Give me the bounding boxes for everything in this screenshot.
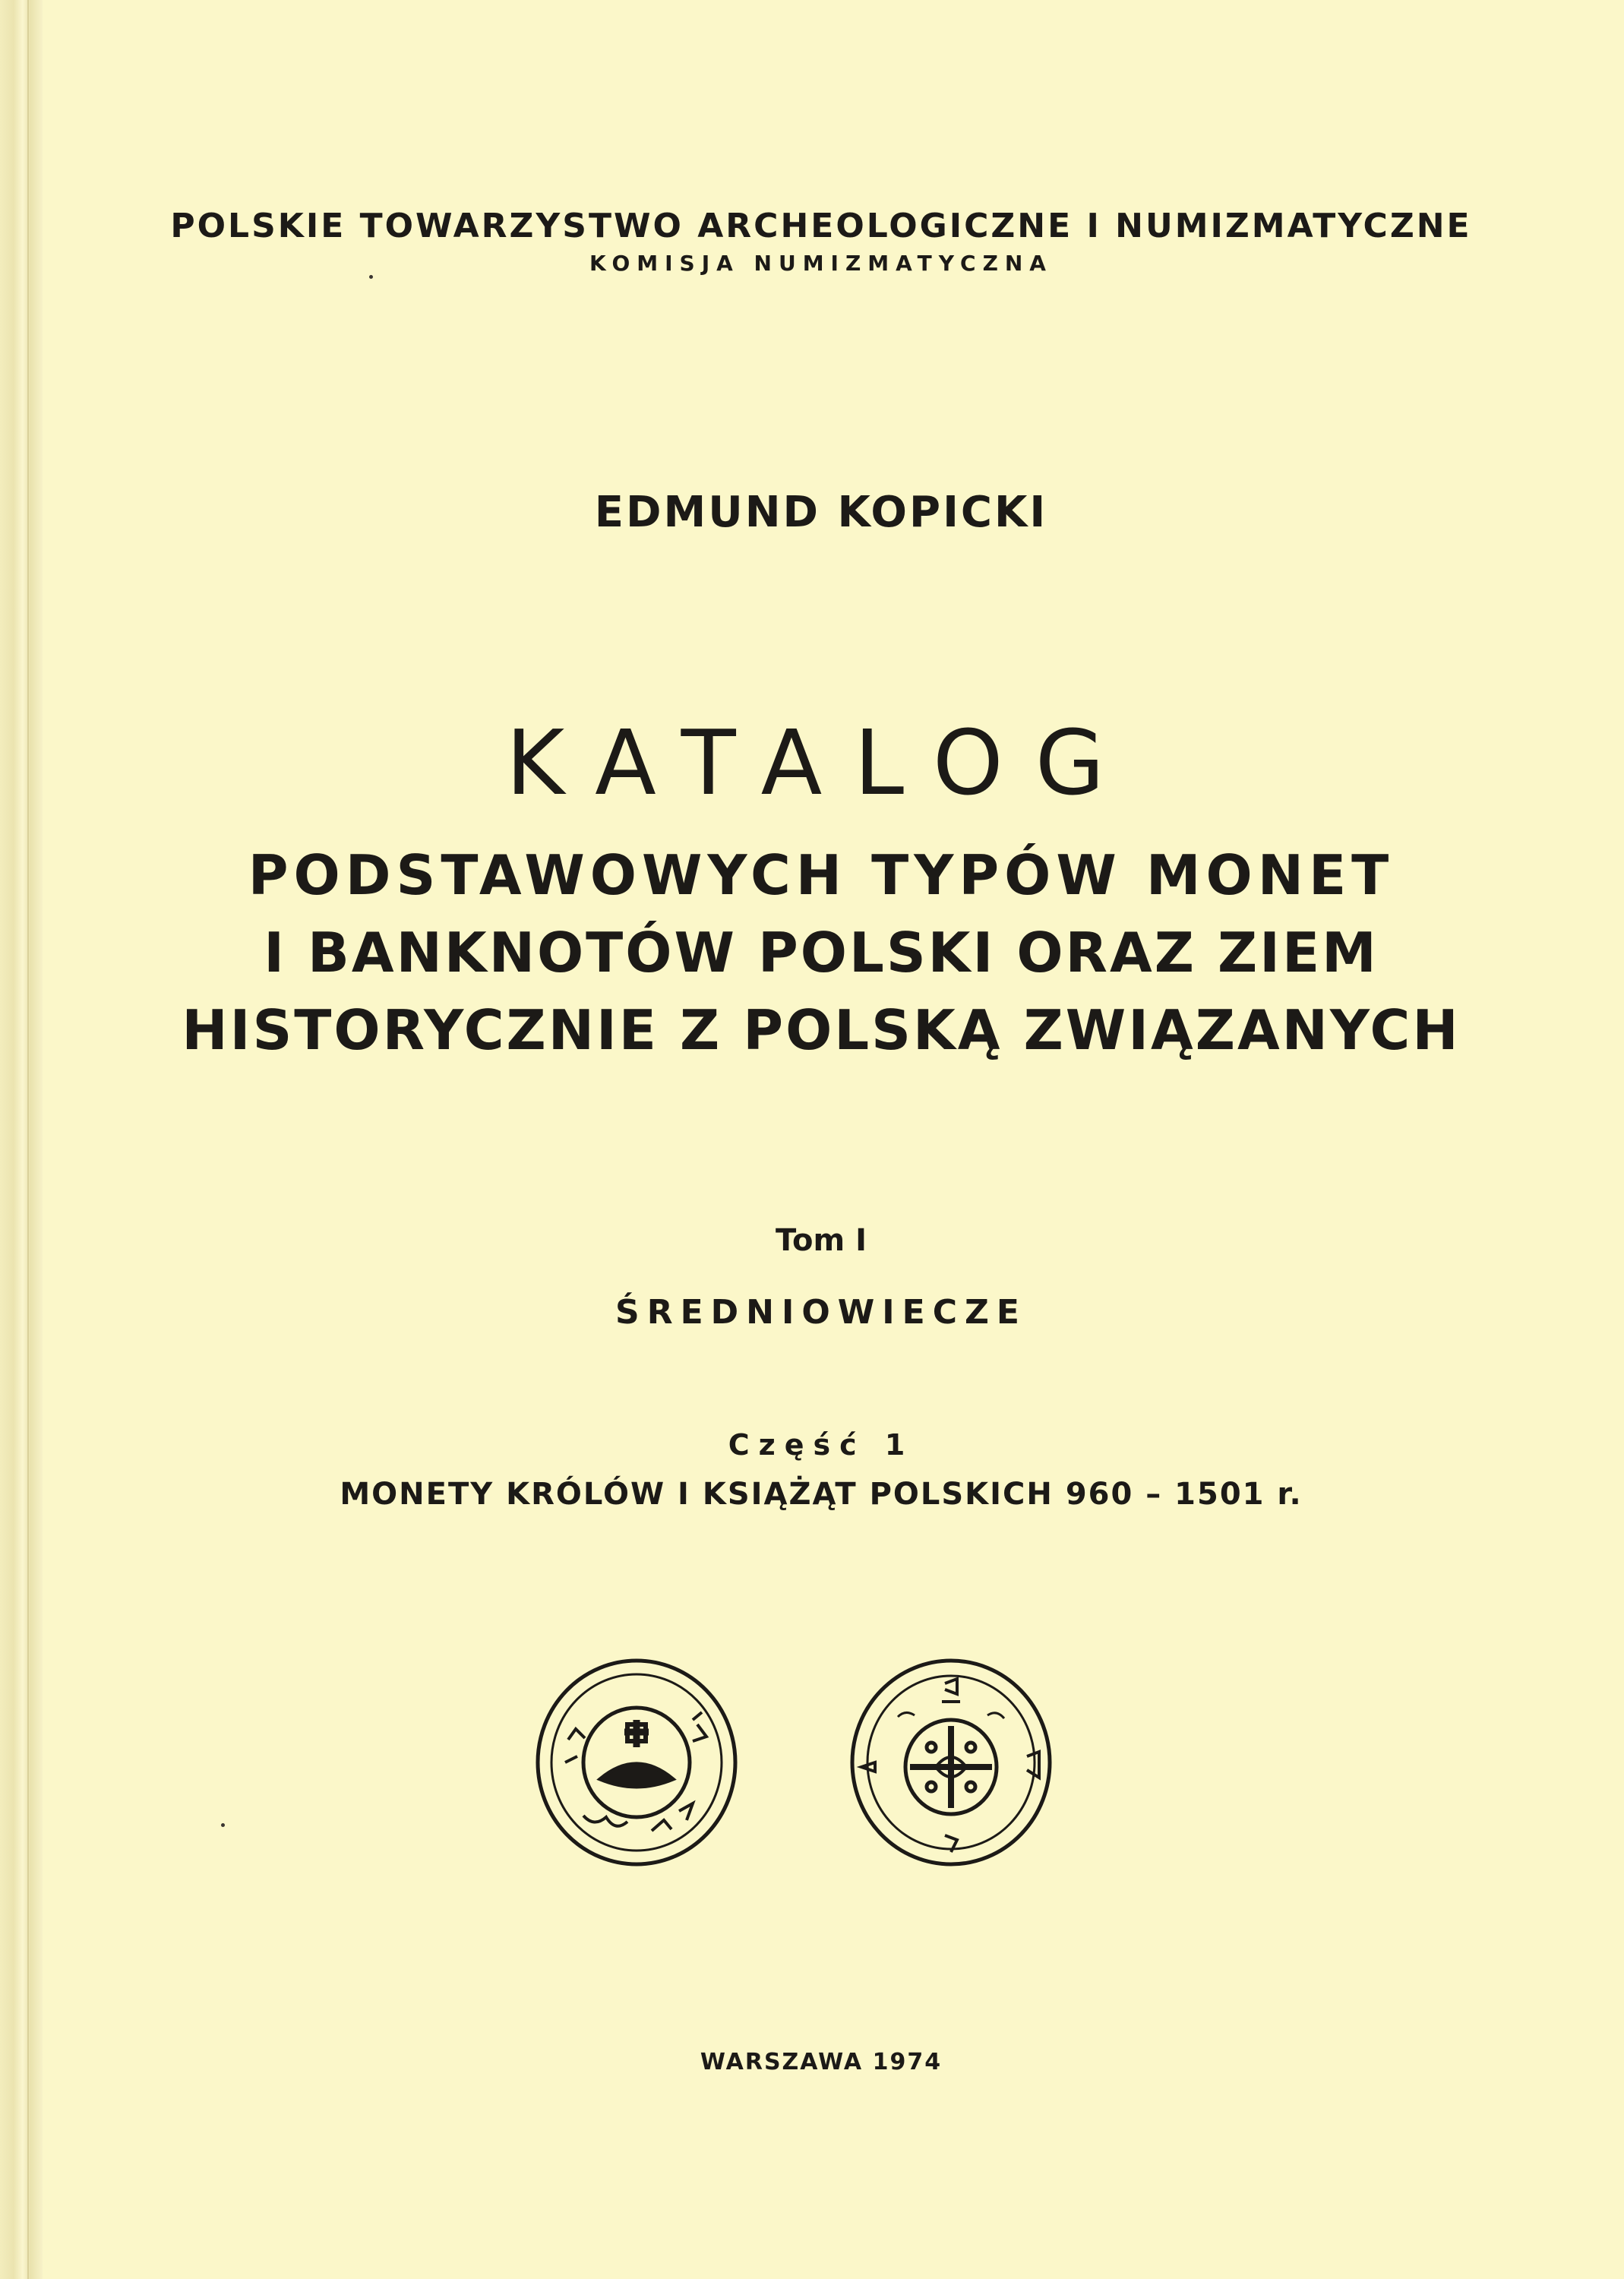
subtitle-line-3: HISTORYCZNIE Z POLSKĄ ZWIĄZANYCH [182, 998, 1461, 1062]
coin-reverse-icon [845, 1656, 1057, 1869]
author-name: EDMUND KOPICKI [594, 488, 1048, 537]
period-label: ŚREDNIOWIECZE [615, 1293, 1027, 1332]
subtitle-line-1: PODSTAWOWYCH TYPÓW MONET [248, 843, 1395, 907]
part-label: Część 1 [728, 1428, 915, 1462]
volume-label: Tom I [776, 1223, 867, 1258]
book-title: KATALOG [505, 710, 1137, 815]
paper-speck [369, 275, 373, 279]
subtitle-line-2: I BANKNOTÓW POLSKI ORAZ ZIEM [264, 921, 1379, 985]
paper-speck [221, 1823, 225, 1827]
commission-name: KOMISJA NUMIZMATYCZNA [589, 251, 1053, 276]
part-title: MONETY KRÓLÓW I KSIĄŻĄT POLSKICH 960 – 1501 r. [340, 1477, 1303, 1512]
society-name: POLSKIE TOWARZYSTWO ARCHEOLOGICZNE I NUMIZMATYCZNE [170, 207, 1472, 245]
coin-obverse-icon [530, 1656, 743, 1869]
place-and-year: WARSZAWA 1974 [700, 2049, 943, 2075]
